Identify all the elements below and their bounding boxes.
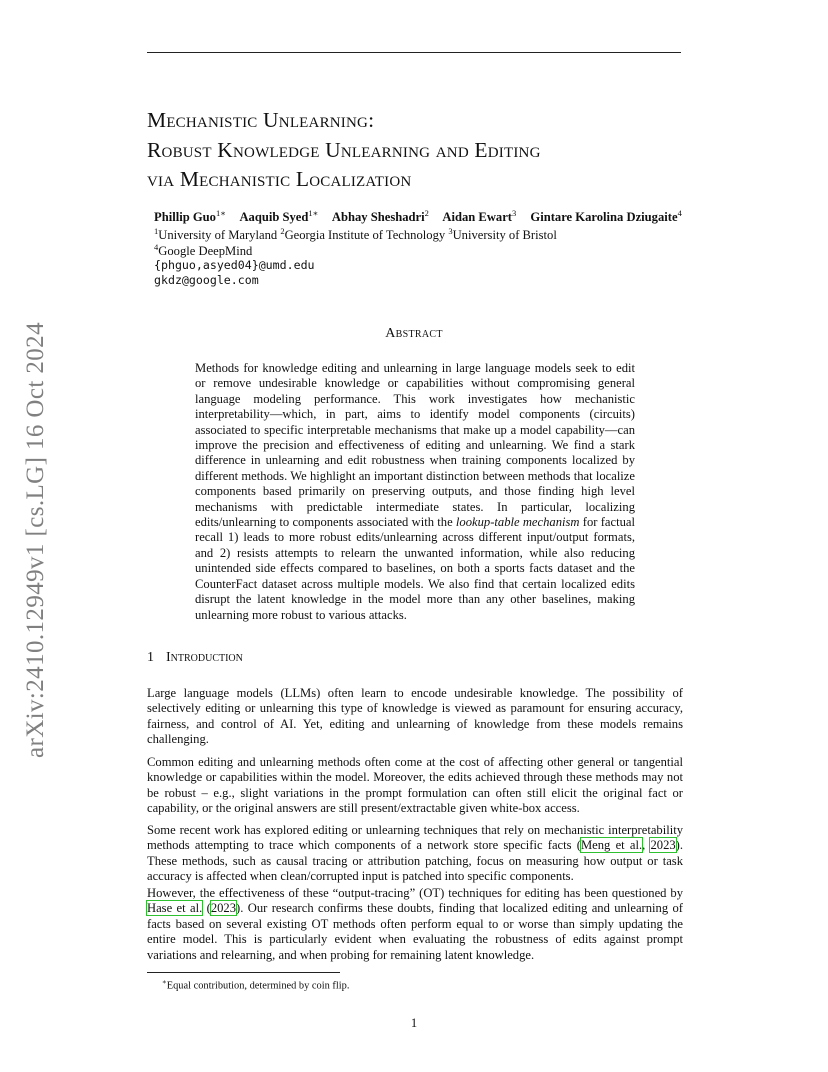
intro-paragraph-4: However, the effectiveness of these “output-tracing” (OT) techniques for editing has been questioned by Hase et al. (2023). Our research confirms these doubts, finding that localized editing and unlearning of facts based on several existing OT methods often perform equal to or worse than simply updating the entire model. This is particularly evident when evaluating the robustness of edits against prompt variations and relearning, and when probing for remaining latent knowledge. [147, 886, 683, 962]
section-heading: 1 Introduction [147, 650, 243, 665]
author: Abhay Sheshadri$^2$ [331, 208, 429, 225]
intro-paragraph-3: Some recent work has explored editing or unlearning techniques that rely on mechanistic interpretability methods attempting to trace which components of a network store specific facts (Meng et al., 2023). These methods, such as causal tracing or attribution patching, focus on measuring how output or task accuracy is affected when clean/corrupted input is patched into specific components. [147, 823, 684, 884]
author: Gintare Karolina Dziugaite$^4$ [530, 208, 682, 225]
abstract-heading: Abstract [385, 326, 443, 341]
footnote-rule [147, 972, 340, 973]
abstract-body: Methods for knowledge editing and unlearning in large language models seek to edit or remove undesirable knowledge or capabilities without compromising general language modeling performance. This work investigates how mechanistic interpretability—which, in part, aims to identify model components (circuits) associated to specific interpretable mechanisms that make up a model capability—can improve the precision and effectiveness of editing and unlearning. We find a stark difference in unlearning and edit robustness when training components localized by different methods. We highlight an important distinction between methods that localize components based primarily on preserving outputs, and those finding high level mechanisms with predictable intermediate states. In particular, localizing edits/unlearning to components associated with the lookup-table mechanism for factual recall 1) leads to more robust edits/unlearning across different input/output formats, and 2) resists attempts to relearn the unwanted information, while also reducing unintended side effects compared to baselines, on both a sports facts dataset and the CounterFact dataset across multiple models. We also find that certain localized edits disrupt the latent knowledge in the model more than any other baselines, making unlearning more robust to various attacks. [195, 361, 635, 622]
email-line-2: gkdz@google.com [154, 273, 259, 287]
author: Aaquib Syed$^{1∗}$ [239, 208, 319, 225]
author: Aidan Ewart$^3$ [442, 208, 517, 225]
page-number: 1 [410, 1016, 418, 1030]
abstract-italic-term: lookup-table mechanism [455, 515, 580, 530]
intro-paragraph-2: Common editing and unlearning methods often come at the cost of affecting other general or tangential knowledge or capabilities within the model. Moreover, the edits achieved through these methods may not be robust – e.g., slight variations in the prompt formulation can often still elicit the original fact or capability, or the original answers are still present/extractable given white-box access. [147, 755, 683, 816]
intro-paragraph-1: Large language models (LLMs) often learn to encode undesirable knowledge. The possibility of selectively editing or unlearning this type of knowledge is viewed as paramount for ensuring accuracy, fairness, and control of AI. Yet, editing and unlearning of knowledge from these models remains challenging. [147, 686, 683, 747]
affiliations-line-1: $^1$University of Maryland $^2$Georgia Institute of Technology $^3$University of Bristol [154, 226, 557, 243]
email-line-1: {phguo,asyed04}@umd.edu [154, 258, 315, 272]
arxiv-identifier: arXiv:2410.12949v1 [cs.LG] 16 Oct 2024 [22, 322, 49, 758]
paper-title [147, 106, 707, 195]
author-list [154, 208, 693, 225]
affiliations-line-2: $^4$Google DeepMind [154, 242, 253, 259]
title-line-2: Robust Knowledge Unlearning and Editing [147, 137, 541, 162]
top-rule [147, 52, 681, 53]
author: Phillip Guo$^{1∗}$ [154, 208, 226, 225]
title-line-3: via Mechanistic Localization [147, 167, 412, 191]
title-line-1: Mechanistic Unlearning: [147, 108, 375, 132]
citation-link-hase[interactable]: Hase et al. [147, 901, 203, 916]
citation-link-hase-year[interactable]: 2023 [210, 901, 237, 916]
footnote: ∗Equal contribution, determined by coin flip. [162, 978, 350, 992]
citation-link-meng[interactable]: Meng et al. [580, 838, 643, 853]
citation-link-meng-year[interactable]: 2023 [650, 838, 676, 853]
